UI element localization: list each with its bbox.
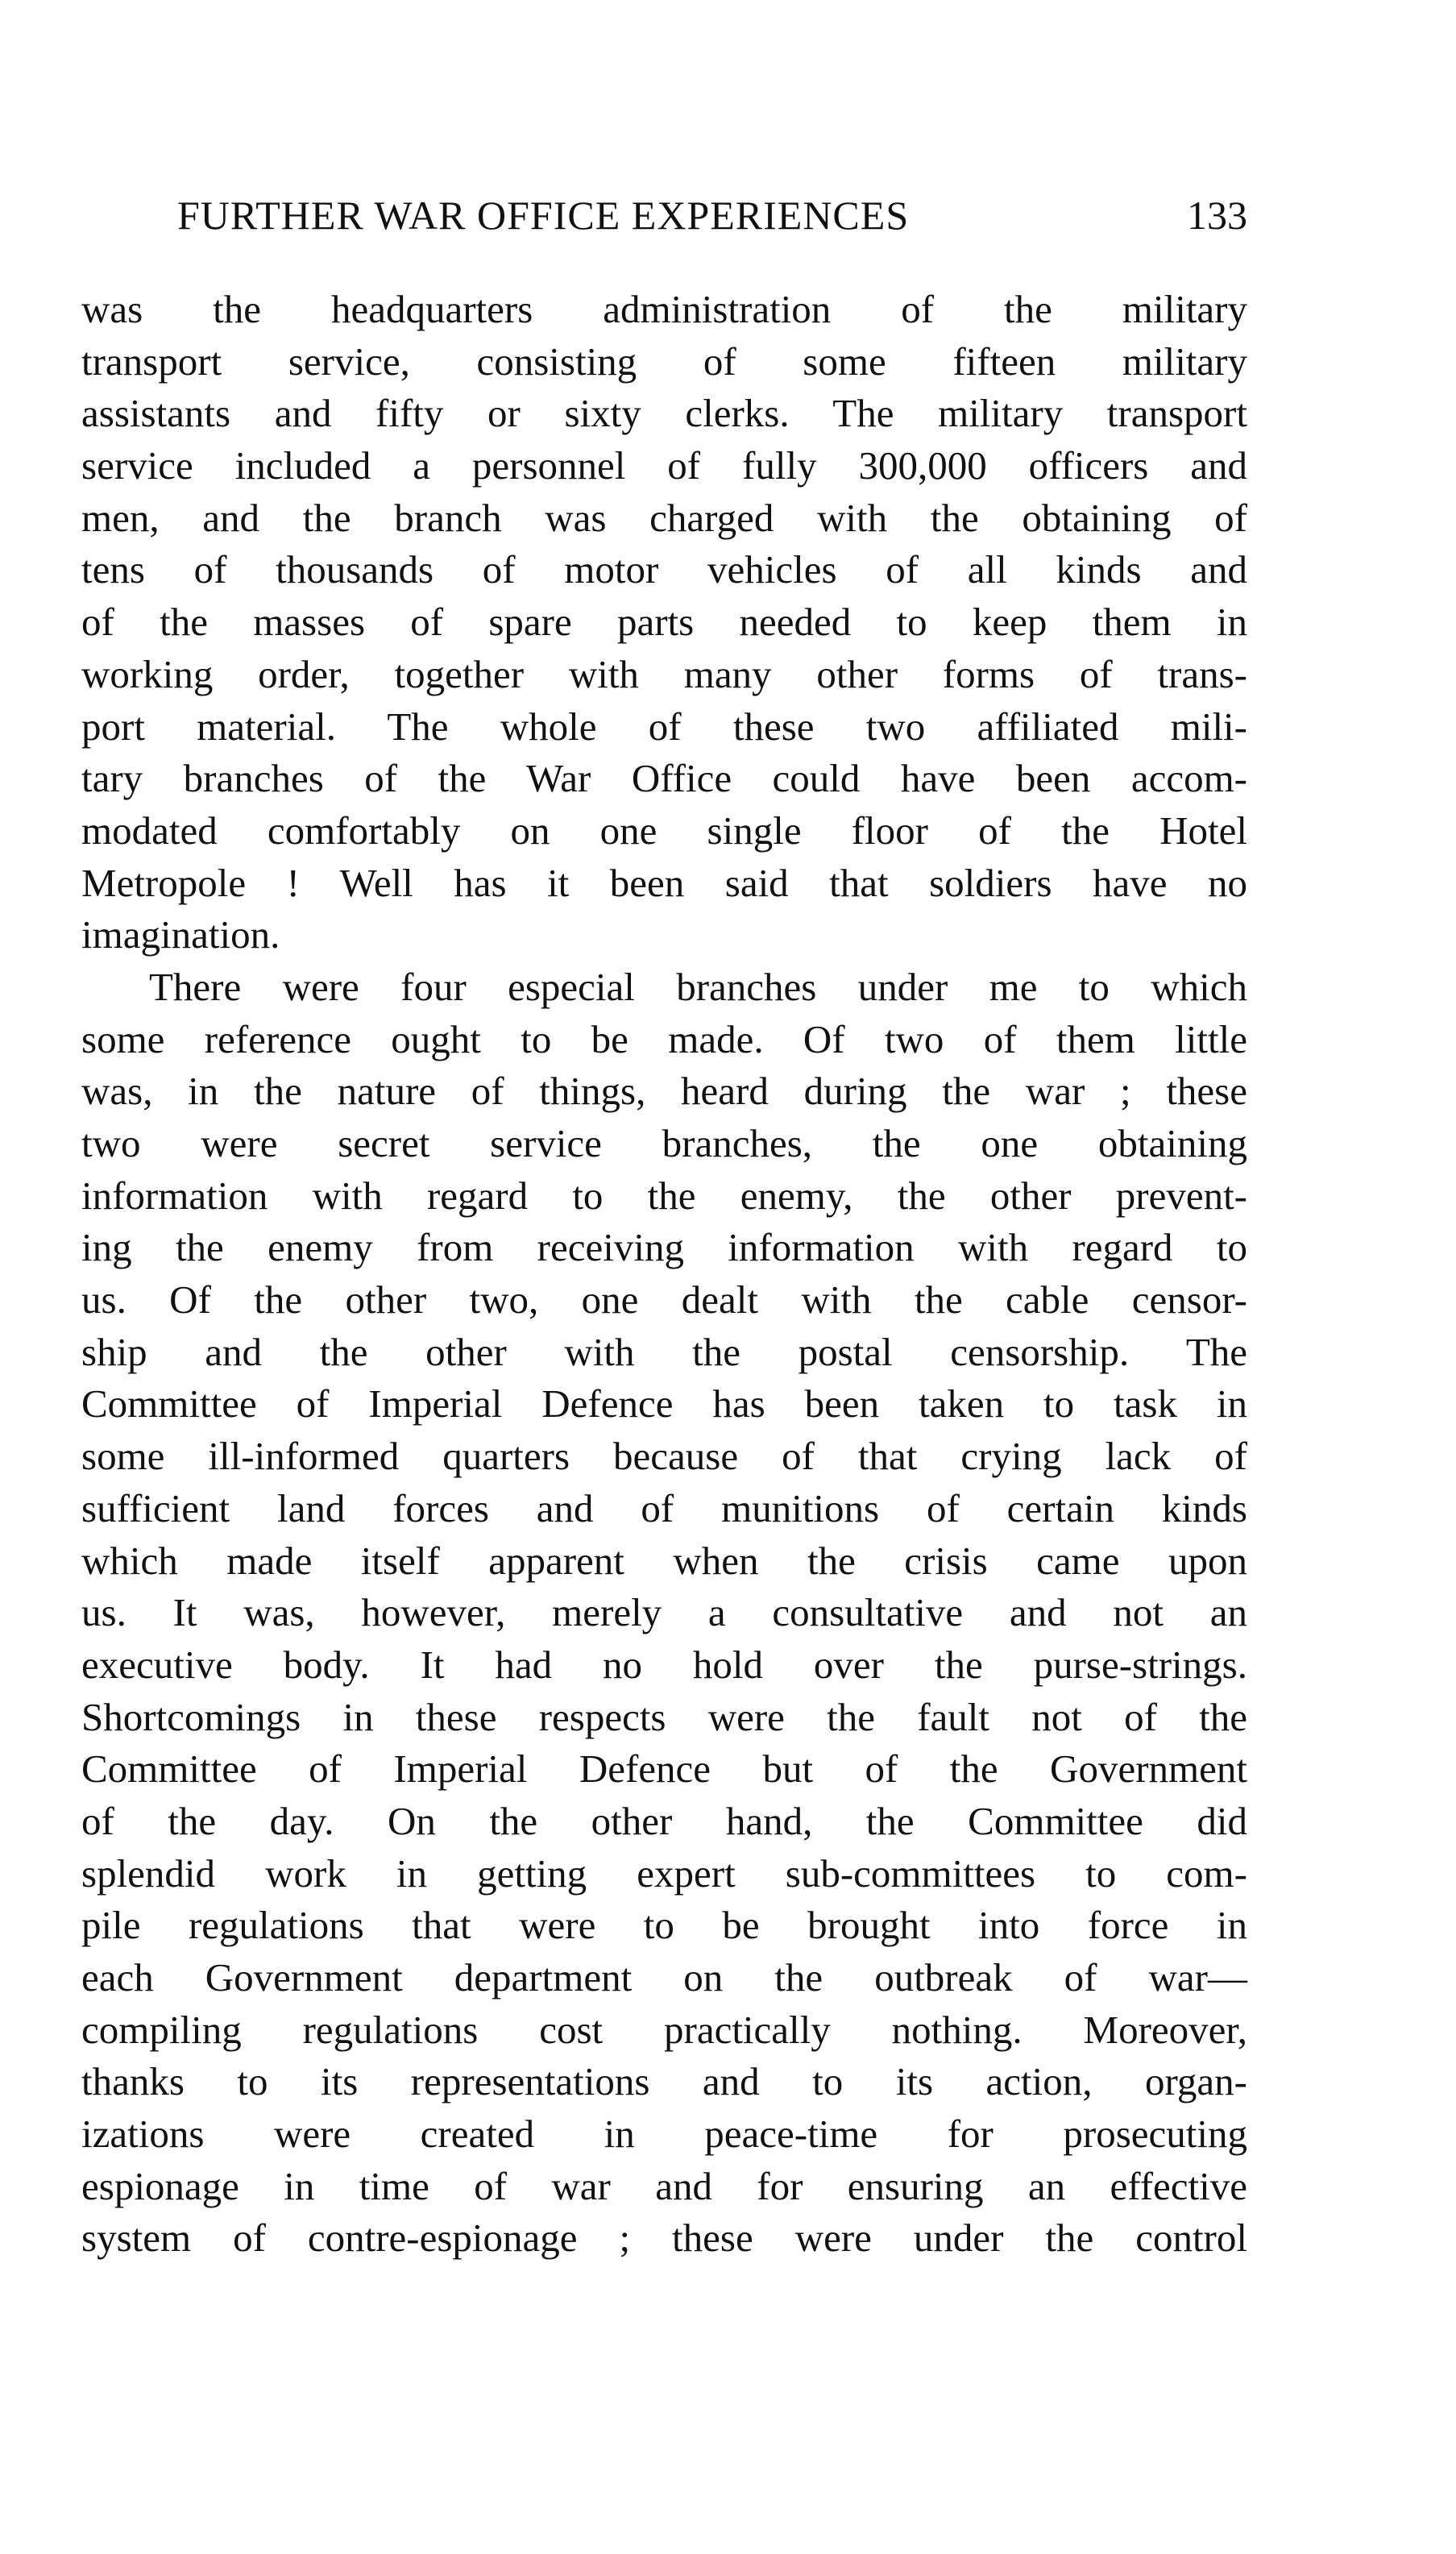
text-line: tens of thousands of motor vehicles of all kinds and <box>81 547 1247 592</box>
body-text <box>81 284 1247 2265</box>
text-line: espionage in time of war and for ensuring an effective <box>81 2163 1247 2208</box>
text-line: which made itself apparent when the crisis came upon <box>81 1538 1247 1583</box>
page-number: 133 <box>1187 193 1247 238</box>
text-line: Shortcomings in these respects were the fault not of the <box>81 1694 1247 1739</box>
text-line: port material. The whole of these two affiliated mili- <box>81 704 1247 749</box>
text-line: izations were created in peace-time for prosecuting <box>81 2112 1247 2157</box>
text-line: pile regulations that were to be brought into force in <box>81 1903 1247 1948</box>
text-line: of the day. On the other hand, the Committee did <box>81 1798 1247 1843</box>
text-line: sufficient land forces and of munitions of certain kinds <box>81 1485 1247 1530</box>
text-line: information with regard to the enemy, the other prevent- <box>81 1173 1247 1218</box>
text-line: modated comfortably on one single floor of the Hotel <box>81 808 1247 853</box>
text-line: Committee of Imperial Defence has been taken to task in <box>81 1381 1247 1427</box>
text-line: thanks to its representations and to its action, organ- <box>81 2059 1247 2104</box>
paragraph <box>81 284 1247 961</box>
text-line: service included a personnel of fully 300,000 officers and <box>81 443 1247 488</box>
text-line: us. It was, however, merely a consultative and not an <box>81 1590 1247 1635</box>
text-line: Metropole ! Well has it been said that soldiers have no <box>81 860 1247 905</box>
text-line: some ill-informed quarters because of that crying lack of <box>81 1434 1247 1479</box>
text-line: men, and the branch was charged with the obtaining of <box>81 495 1247 540</box>
text-line: was the headquarters administration of the military <box>81 287 1247 331</box>
text-line: splendid work in getting expert sub-committees to com- <box>81 1850 1247 1896</box>
text-line: working order, together with many other forms of trans- <box>81 651 1247 696</box>
text-line: was, in the nature of things, heard during the war ; these <box>81 1069 1247 1114</box>
text-line: ship and the other with the postal censorship. The <box>81 1329 1247 1374</box>
text-line: executive body. It had no hold over the purse-strings. <box>81 1642 1247 1687</box>
text-line: two were secret service branches, the one obtaining <box>81 1121 1247 1165</box>
text-line: each Government department on the outbreak of war— <box>81 1955 1247 2000</box>
text-line: of the masses of spare parts needed to keep them in <box>81 600 1247 645</box>
running-title: FURTHER WAR OFFICE EXPERIENCES <box>177 193 910 238</box>
text-line: us. Of the other two, one dealt with the cable censor- <box>81 1277 1247 1323</box>
text-line: some reference ought to be made. Of two of them little <box>81 1016 1247 1061</box>
text-line: There were four especial branches under me to which <box>149 964 1247 1009</box>
text-line: Committee of Imperial Defence but of the Government <box>81 1746 1247 1792</box>
paragraph <box>81 961 1247 2265</box>
running-header <box>177 192 1247 248</box>
text-line: assistants and fifty or sixty clerks. The military transport <box>81 391 1247 436</box>
text-line: system of contre-espionage ; these were under the control <box>81 2216 1247 2261</box>
text-line: ing the enemy from receiving information with regard to <box>81 1225 1247 1270</box>
text-line: compiling regulations cost practically nothing. Moreover, <box>81 2007 1247 2052</box>
text-line: transport service, consisting of some fifteen military <box>81 338 1247 384</box>
text-line: imagination. <box>81 912 280 957</box>
text-line: tary branches of the War Office could have been accom- <box>81 756 1247 801</box>
